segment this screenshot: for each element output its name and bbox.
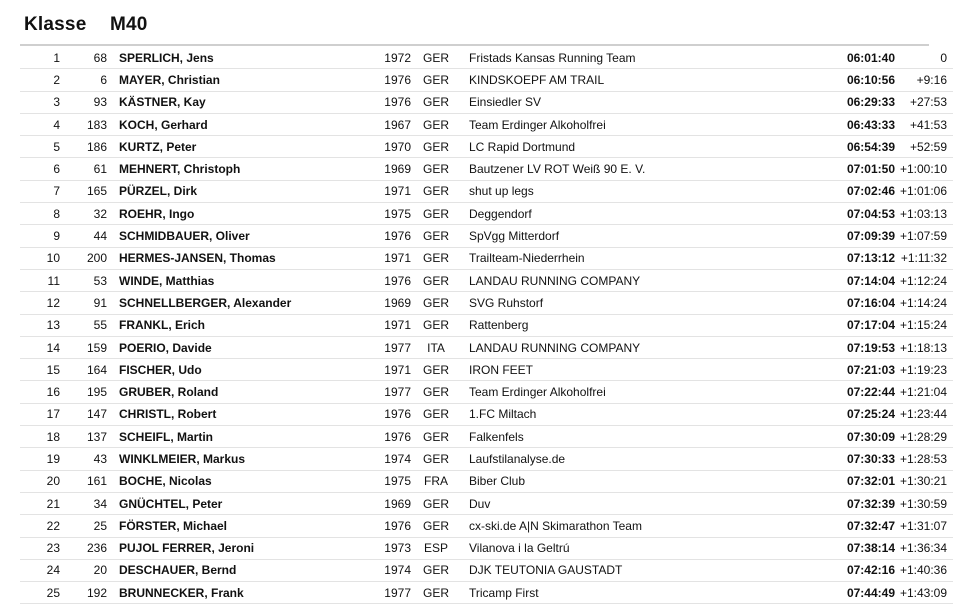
finish-time: 06:01:40 <box>799 47 895 69</box>
table-row <box>20 136 953 158</box>
time-gap: +1:11:32 <box>895 247 953 269</box>
table-row <box>20 381 953 403</box>
table-row <box>20 582 953 604</box>
bib-cell: 61 <box>60 158 107 180</box>
club-name: Tricamp First <box>461 582 799 604</box>
birth-year: 1971 <box>349 314 411 336</box>
birth-year: 1974 <box>349 448 411 470</box>
finish-time: 07:38:14 <box>799 537 895 559</box>
birth-year: 1969 <box>349 492 411 514</box>
club-name: Einsiedler SV <box>461 91 799 113</box>
nationality: GER <box>411 158 461 180</box>
rank-cell: 12 <box>20 292 60 314</box>
club-name: shut up legs <box>461 180 799 202</box>
club-name: Trailteam-Niederrhein <box>461 247 799 269</box>
time-gap: +1:19:23 <box>895 359 953 381</box>
nationality: GER <box>411 113 461 135</box>
bib-cell: 147 <box>60 403 107 425</box>
table-row <box>20 336 953 358</box>
rank-cell: 8 <box>20 203 60 225</box>
club-name: Laufstilanalyse.de <box>461 448 799 470</box>
bib-cell: 43 <box>60 448 107 470</box>
club-name: LANDAU RUNNING COMPANY <box>461 269 799 291</box>
club-name: Deggendorf <box>461 203 799 225</box>
athlete-name: ROEHR, Ingo <box>107 203 349 225</box>
rank-cell: 20 <box>20 470 60 492</box>
rank-cell: 24 <box>20 559 60 581</box>
time-gap: +1:43:09 <box>895 582 953 604</box>
table-row <box>20 403 953 425</box>
athlete-name: SPERLICH, Jens <box>107 47 349 69</box>
table-row <box>20 269 953 291</box>
birth-year: 1969 <box>349 292 411 314</box>
club-name: LANDAU RUNNING COMPANY <box>461 336 799 358</box>
finish-time: 07:32:01 <box>799 470 895 492</box>
bib-cell: 195 <box>60 381 107 403</box>
nationality: GER <box>411 180 461 202</box>
birth-year: 1977 <box>349 381 411 403</box>
bib-cell: 183 <box>60 113 107 135</box>
birth-year: 1973 <box>349 537 411 559</box>
rank-cell: 18 <box>20 426 60 448</box>
club-name: Fristads Kansas Running Team <box>461 47 799 69</box>
club-name: KINDSKOEPF AM TRAIL <box>461 69 799 91</box>
time-gap: +27:53 <box>895 91 953 113</box>
club-name: SpVgg Mitterdorf <box>461 225 799 247</box>
rank-cell: 11 <box>20 269 60 291</box>
table-row <box>20 158 953 180</box>
nationality: ITA <box>411 336 461 358</box>
time-gap: +1:21:04 <box>895 381 953 403</box>
athlete-name: DESCHAUER, Bernd <box>107 559 349 581</box>
club-name: Duv <box>461 492 799 514</box>
table-row <box>20 492 953 514</box>
time-gap: +1:36:34 <box>895 537 953 559</box>
athlete-name: SCHNELLBERGER, Alexander <box>107 292 349 314</box>
rank-cell: 2 <box>20 69 60 91</box>
club-name: Bautzener LV ROT Weiß 90 E. V. <box>461 158 799 180</box>
klasse-value: M40 <box>109 14 148 35</box>
nationality: GER <box>411 136 461 158</box>
table-row <box>20 225 953 247</box>
finish-time: 07:30:33 <box>799 448 895 470</box>
finish-time: 07:17:04 <box>799 314 895 336</box>
rank-cell: 21 <box>20 492 60 514</box>
bib-cell: 186 <box>60 136 107 158</box>
nationality: FRA <box>411 470 461 492</box>
table-row <box>20 470 953 492</box>
athlete-name: PUJOL FERRER, Jeroni <box>107 537 349 559</box>
time-gap: +1:12:24 <box>895 269 953 291</box>
bib-cell: 165 <box>60 180 107 202</box>
finish-time: 07:14:04 <box>799 269 895 291</box>
time-gap: +1:28:29 <box>895 426 953 448</box>
athlete-name: WINDE, Matthias <box>107 269 349 291</box>
athlete-name: CHRISTL, Robert <box>107 403 349 425</box>
time-gap: +1:03:13 <box>895 203 953 225</box>
time-gap: +1:00:10 <box>895 158 953 180</box>
finish-time: 07:04:53 <box>799 203 895 225</box>
birth-year: 1976 <box>349 515 411 537</box>
club-name: Falkenfels <box>461 426 799 448</box>
bib-cell: 192 <box>60 582 107 604</box>
club-name: 1.FC Miltach <box>461 403 799 425</box>
finish-time: 07:44:49 <box>799 582 895 604</box>
nationality: GER <box>411 314 461 336</box>
table-row <box>20 359 953 381</box>
page-title <box>24 14 148 36</box>
table-row <box>20 314 953 336</box>
birth-year: 1976 <box>349 403 411 425</box>
finish-time: 07:09:39 <box>799 225 895 247</box>
birth-year: 1972 <box>349 47 411 69</box>
table-row <box>20 537 953 559</box>
athlete-name: SCHMIDBAUER, Oliver <box>107 225 349 247</box>
time-gap: +1:31:07 <box>895 515 953 537</box>
club-name: Vilanova i la Geltrú <box>461 537 799 559</box>
bib-cell: 93 <box>60 91 107 113</box>
bib-cell: 25 <box>60 515 107 537</box>
birth-year: 1967 <box>349 113 411 135</box>
birth-year: 1976 <box>349 225 411 247</box>
bib-cell: 44 <box>60 225 107 247</box>
table-row <box>20 448 953 470</box>
athlete-name: FRANKL, Erich <box>107 314 349 336</box>
club-name: Rattenberg <box>461 314 799 336</box>
time-gap: +1:01:06 <box>895 180 953 202</box>
bib-cell: 161 <box>60 470 107 492</box>
birth-year: 1970 <box>349 136 411 158</box>
table-row <box>20 91 953 113</box>
athlete-name: BRUNNECKER, Frank <box>107 582 349 604</box>
time-gap: +41:53 <box>895 113 953 135</box>
rank-cell: 16 <box>20 381 60 403</box>
nationality: ESP <box>411 537 461 559</box>
bib-cell: 137 <box>60 426 107 448</box>
time-gap: +1:14:24 <box>895 292 953 314</box>
birth-year: 1977 <box>349 336 411 358</box>
table-row <box>20 426 953 448</box>
athlete-name: KOCH, Gerhard <box>107 113 349 135</box>
athlete-name: MAYER, Christian <box>107 69 349 91</box>
birth-year: 1971 <box>349 247 411 269</box>
club-name: Team Erdinger Alkoholfrei <box>461 381 799 403</box>
birth-year: 1976 <box>349 426 411 448</box>
rank-cell: 17 <box>20 403 60 425</box>
club-name: SVG Ruhstorf <box>461 292 799 314</box>
finish-time: 06:54:39 <box>799 136 895 158</box>
finish-time: 06:43:33 <box>799 113 895 135</box>
athlete-name: FISCHER, Udo <box>107 359 349 381</box>
bib-cell: 34 <box>60 492 107 514</box>
rank-cell: 4 <box>20 113 60 135</box>
birth-year: 1975 <box>349 470 411 492</box>
birth-year: 1971 <box>349 359 411 381</box>
table-row <box>20 292 953 314</box>
birth-year: 1971 <box>349 180 411 202</box>
table-row <box>20 180 953 202</box>
time-gap: +1:40:36 <box>895 559 953 581</box>
finish-time: 06:10:56 <box>799 69 895 91</box>
klasse-label: Klasse <box>24 14 87 35</box>
rank-cell: 9 <box>20 225 60 247</box>
time-gap: 0 <box>895 47 953 69</box>
nationality: GER <box>411 448 461 470</box>
nationality: GER <box>411 403 461 425</box>
nationality: GER <box>411 225 461 247</box>
nationality: GER <box>411 515 461 537</box>
athlete-name: GNÜCHTEL, Peter <box>107 492 349 514</box>
nationality: GER <box>411 203 461 225</box>
nationality: GER <box>411 247 461 269</box>
bib-cell: 200 <box>60 247 107 269</box>
nationality: GER <box>411 69 461 91</box>
nationality: GER <box>411 47 461 69</box>
nationality: GER <box>411 91 461 113</box>
rank-cell: 10 <box>20 247 60 269</box>
birth-year: 1976 <box>349 91 411 113</box>
club-name: LC Rapid Dortmund <box>461 136 799 158</box>
nationality: GER <box>411 269 461 291</box>
bib-cell: 32 <box>60 203 107 225</box>
results-table-body <box>20 47 953 604</box>
time-gap: +1:28:53 <box>895 448 953 470</box>
time-gap: +1:15:24 <box>895 314 953 336</box>
finish-time: 07:13:12 <box>799 247 895 269</box>
nationality: GER <box>411 559 461 581</box>
nationality: GER <box>411 292 461 314</box>
finish-time: 07:22:44 <box>799 381 895 403</box>
athlete-name: POERIO, Davide <box>107 336 349 358</box>
athlete-name: SCHEIFL, Martin <box>107 426 349 448</box>
table-row <box>20 47 953 69</box>
time-gap: +1:30:21 <box>895 470 953 492</box>
finish-time: 07:25:24 <box>799 403 895 425</box>
athlete-name: FÖRSTER, Michael <box>107 515 349 537</box>
nationality: GER <box>411 492 461 514</box>
birth-year: 1974 <box>349 559 411 581</box>
rank-cell: 25 <box>20 582 60 604</box>
finish-time: 06:29:33 <box>799 91 895 113</box>
table-row <box>20 515 953 537</box>
nationality: GER <box>411 426 461 448</box>
bib-cell: 53 <box>60 269 107 291</box>
bib-cell: 236 <box>60 537 107 559</box>
finish-time: 07:21:03 <box>799 359 895 381</box>
bib-cell: 159 <box>60 336 107 358</box>
rank-cell: 14 <box>20 336 60 358</box>
athlete-name: KURTZ, Peter <box>107 136 349 158</box>
rank-cell: 23 <box>20 537 60 559</box>
rank-cell: 6 <box>20 158 60 180</box>
finish-time: 07:42:16 <box>799 559 895 581</box>
time-gap: +9:16 <box>895 69 953 91</box>
finish-time: 07:30:09 <box>799 426 895 448</box>
finish-time: 07:32:39 <box>799 492 895 514</box>
nationality: GER <box>411 381 461 403</box>
rank-cell: 22 <box>20 515 60 537</box>
club-name: DJK TEUTONIA GAUSTADT <box>461 559 799 581</box>
athlete-name: MEHNERT, Christoph <box>107 158 349 180</box>
rank-cell: 1 <box>20 47 60 69</box>
athlete-name: PÜRZEL, Dirk <box>107 180 349 202</box>
bib-cell: 55 <box>60 314 107 336</box>
club-name: IRON FEET <box>461 359 799 381</box>
rank-cell: 5 <box>20 136 60 158</box>
table-row <box>20 113 953 135</box>
finish-time: 07:16:04 <box>799 292 895 314</box>
table-row <box>20 69 953 91</box>
finish-time: 07:19:53 <box>799 336 895 358</box>
bib-cell: 91 <box>60 292 107 314</box>
birth-year: 1975 <box>349 203 411 225</box>
results-table <box>20 47 953 604</box>
table-row <box>20 203 953 225</box>
athlete-name: WINKLMEIER, Markus <box>107 448 349 470</box>
rank-cell: 19 <box>20 448 60 470</box>
athlete-name: KÄSTNER, Kay <box>107 91 349 113</box>
bib-cell: 20 <box>60 559 107 581</box>
time-gap: +1:18:13 <box>895 336 953 358</box>
club-name: Team Erdinger Alkoholfrei <box>461 113 799 135</box>
time-gap: +52:59 <box>895 136 953 158</box>
finish-time: 07:01:50 <box>799 158 895 180</box>
table-row <box>20 247 953 269</box>
birth-year: 1969 <box>349 158 411 180</box>
club-name: Biber Club <box>461 470 799 492</box>
athlete-name: HERMES-JANSEN, Thomas <box>107 247 349 269</box>
time-gap: +1:23:44 <box>895 403 953 425</box>
rank-cell: 15 <box>20 359 60 381</box>
finish-time: 07:02:46 <box>799 180 895 202</box>
nationality: GER <box>411 359 461 381</box>
rank-cell: 7 <box>20 180 60 202</box>
athlete-name: GRUBER, Roland <box>107 381 349 403</box>
bib-cell: 68 <box>60 47 107 69</box>
birth-year: 1976 <box>349 69 411 91</box>
finish-time: 07:32:47 <box>799 515 895 537</box>
title-divider <box>20 44 929 46</box>
birth-year: 1976 <box>349 269 411 291</box>
rank-cell: 3 <box>20 91 60 113</box>
birth-year: 1977 <box>349 582 411 604</box>
bib-cell: 6 <box>60 69 107 91</box>
time-gap: +1:07:59 <box>895 225 953 247</box>
athlete-name: BOCHE, Nicolas <box>107 470 349 492</box>
time-gap: +1:30:59 <box>895 492 953 514</box>
nationality: GER <box>411 582 461 604</box>
rank-cell: 13 <box>20 314 60 336</box>
table-row <box>20 559 953 581</box>
club-name: cx-ski.de A|N Skimarathon Team <box>461 515 799 537</box>
bib-cell: 164 <box>60 359 107 381</box>
